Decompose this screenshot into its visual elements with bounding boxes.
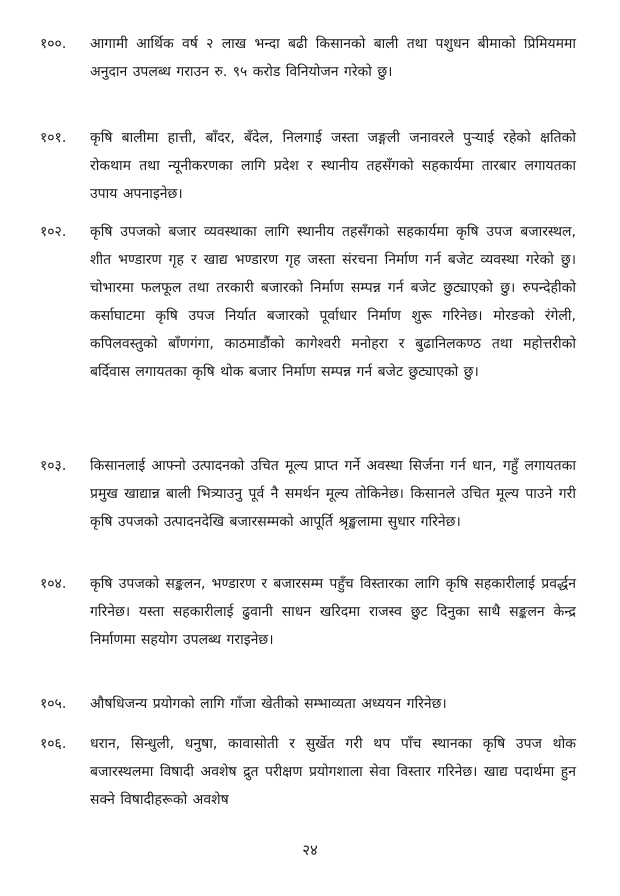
paragraph-text: कृषि उपजको बजार व्यवस्थाका लागि स्थानीय तहसँगको सहकार्यमा कृषि उपज बजारस्थल, शीत भण्डारण गृह र खाद्य भण्डारण गृह जस्ता संरचना निर्माण गर्न बजेट व्यवस्था गरेको छु। चोभारमा फलफूल तथा तरकारी बजारको निर्माण सम्पन्न गर्न बजेट छुट्याएको छु। रुपन्देहीको कर्साघाटमा कृषि उपज निर्यात बजारको पूर्वाधार निर्माण शुरू गरिनेछ। मोरङको रंगेली, कपिलवस्तुको बाँणगंगा, काठमाडौंको कागेश्वरी मनोहरा र बुढानिलकण्ठ तथा महोत्तरीको बर्दिवास लगायतका कृषि थोक बजार निर्माण सम्पन्न गर्न बजेट छुट्याएको छु। [90,224,576,380]
paragraph-number: १००. [40,36,67,52]
paragraph-text: धरान, सिन्धुली, धनुषा, कावासोती र सुर्खेत गरी थप पाँच स्थानका कृषि उपज थोक बजारस्थलमा विषादी अवशेष द्रुत परीक्षण प्रयोगशाला सेवा विस्तार गरिनेछ। खाद्य पदार्थमा हुन सक्ने विषादीहरूको अवशेष [90,736,576,808]
page-number: २४ [302,841,318,859]
paragraph-text: आगामी आर्थिक वर्ष २ लाख भन्दा बढी किसानको बाली तथा पशुधन बीमाको प्रिमियममा अनुदान उपलब्ध गराउन रु. ९५ करोड विनियोजन गरेको छु। [90,36,576,80]
paragraph-number: १०१. [40,130,67,146]
paragraph-text: कृषि बालीमा हात्ती, बाँदर, बँदेल, निलगाई जस्ता जङ्गली जनावरले पुऱ्याई रहेको क्षतिको रोकथाम तथा न्यूनीकरणका लागि प्रदेश र स्थानीय तहसँगको सहकार्यमा तारबार लगायतका उपाय अपनाइनेछ। [90,130,576,202]
paragraph-number: १०६. [40,736,67,752]
paragraph-number: १०४. [40,576,67,592]
paragraph-text: कृषि उपजको सङ्कलन, भण्डारण र बजारसम्म पहुँच विस्तारका लागि कृषि सहकारीलाई प्रवर्द्धन गरिनेछ। यस्ता सहकारीलाई ढुवानी साधन खरिदमा राजस्व छुट दिनुका साथै सङ्कलन केन्द्र निर्माणमा सहयोग उपलब्ध गराइनेछ। [90,576,576,648]
paragraph-number: १०२. [40,224,67,240]
paragraph-text: किसानलाई आफ्नो उत्पादनको उचित मूल्य प्राप्त गर्ने अवस्था सिर्जना गर्न धान, गहुँ लगायतका प्रमुख खाद्यान्न बाली भित्र्याउनु पूर्व नै समर्थन मूल्य तोकिनेछ। किसानले उचित मूल्य पाउने गरी कृषि उपजको उत्पादनदेखि बजारसम्मको आपूर्ति श्रृङ्खलामा सुधार गरिनेछ। [90,458,576,530]
paragraph-text: औषधिजन्य प्रयोगको लागि गाँजा खेतीको सम्भाव्यता अध्ययन गरिनेछ। [90,696,447,712]
paragraph-number: १०३. [40,458,67,474]
paragraph-number: १०५. [40,696,67,712]
